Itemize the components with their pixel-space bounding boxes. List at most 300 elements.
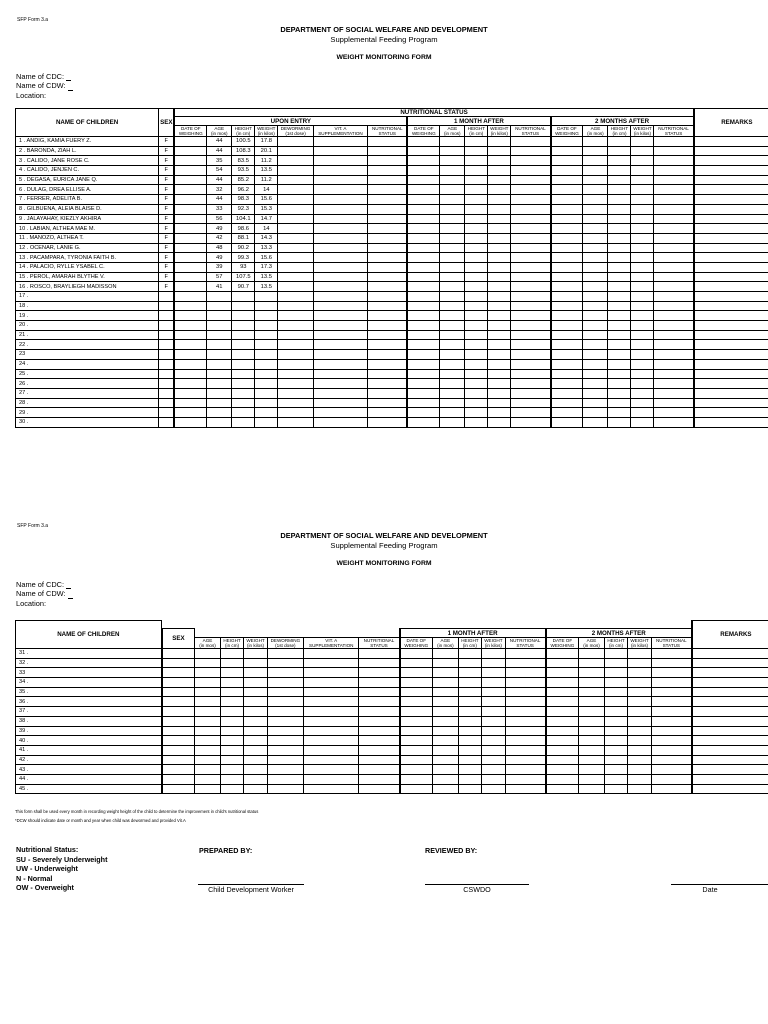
height-cell[interactable]	[608, 146, 631, 156]
age-cell[interactable]	[440, 350, 465, 360]
age-cell[interactable]	[440, 311, 465, 321]
weight-cell[interactable]: 15.6	[255, 195, 278, 205]
weight-cell[interactable]	[482, 774, 505, 784]
age-cell[interactable]	[440, 282, 465, 292]
date-of-weighing-cell[interactable]	[407, 214, 439, 224]
sex-cell[interactable]	[162, 755, 195, 765]
height-cell[interactable]	[465, 243, 488, 253]
date-of-weighing-cell[interactable]	[174, 214, 206, 224]
weight-cell[interactable]	[488, 321, 511, 331]
cdw-field[interactable]	[68, 592, 73, 599]
date-of-weighing-cell[interactable]	[551, 350, 583, 360]
nutritional-status-cell[interactable]	[511, 166, 551, 176]
nutritional-status-cell[interactable]	[368, 301, 408, 311]
nutritional-status-cell[interactable]	[511, 195, 551, 205]
child-name-cell[interactable]	[16, 388, 159, 398]
weight-cell[interactable]	[488, 301, 511, 311]
nutritional-status-cell[interactable]	[505, 649, 546, 659]
height-cell[interactable]	[220, 755, 243, 765]
height-cell[interactable]	[604, 745, 627, 755]
age-cell[interactable]	[207, 301, 232, 311]
height-cell[interactable]	[232, 340, 255, 350]
nutritional-status-cell[interactable]	[505, 697, 546, 707]
date-of-weighing-cell[interactable]	[174, 262, 206, 272]
nutritional-status-cell[interactable]	[368, 214, 408, 224]
height-cell[interactable]	[604, 736, 627, 746]
age-cell[interactable]: 57	[207, 272, 232, 282]
age-cell[interactable]	[433, 658, 459, 668]
height-cell[interactable]	[232, 350, 255, 360]
age-cell[interactable]	[583, 340, 608, 350]
height-cell[interactable]	[458, 697, 481, 707]
deworming-cell[interactable]	[267, 784, 303, 794]
age-cell[interactable]	[195, 658, 221, 668]
weight-cell[interactable]	[244, 668, 267, 678]
weight-cell[interactable]	[488, 379, 511, 389]
height-cell[interactable]	[220, 716, 243, 726]
weight-cell[interactable]	[488, 311, 511, 321]
vit-a-cell[interactable]	[304, 649, 359, 659]
nutritional-status-cell[interactable]	[651, 736, 692, 746]
child-name-cell[interactable]	[16, 185, 159, 195]
weight-cell[interactable]	[631, 321, 654, 331]
weight-cell[interactable]	[482, 697, 505, 707]
weight-cell[interactable]	[628, 687, 651, 697]
age-cell[interactable]	[583, 379, 608, 389]
nutritional-status-cell[interactable]	[359, 755, 400, 765]
date-of-weighing-cell[interactable]	[546, 697, 579, 707]
height-cell[interactable]	[604, 726, 627, 736]
sex-cell[interactable]: F	[159, 272, 175, 282]
age-cell[interactable]	[583, 253, 608, 263]
vit-a-cell[interactable]	[313, 195, 367, 205]
date-of-weighing-cell[interactable]	[400, 649, 433, 659]
remarks-cell[interactable]	[694, 388, 768, 398]
age-cell[interactable]	[433, 697, 459, 707]
age-cell[interactable]	[579, 716, 605, 726]
nutritional-status-cell[interactable]	[368, 359, 408, 369]
date-of-weighing-cell[interactable]	[400, 736, 433, 746]
date-of-weighing-cell[interactable]	[551, 137, 583, 147]
age-cell[interactable]	[195, 745, 221, 755]
height-cell[interactable]: 93	[232, 262, 255, 272]
nutritional-status-cell[interactable]	[651, 687, 692, 697]
nutritional-status-cell[interactable]	[654, 146, 694, 156]
nutritional-status-cell[interactable]	[505, 678, 546, 688]
age-cell[interactable]	[433, 687, 459, 697]
vit-a-cell[interactable]	[313, 175, 367, 185]
weight-cell[interactable]	[488, 146, 511, 156]
height-cell[interactable]	[604, 707, 627, 717]
weight-cell[interactable]	[631, 224, 654, 234]
height-cell[interactable]	[604, 649, 627, 659]
height-cell[interactable]	[458, 784, 481, 794]
date-of-weighing-cell[interactable]	[551, 369, 583, 379]
height-cell[interactable]: 100.5	[232, 137, 255, 147]
remarks-cell[interactable]	[694, 262, 768, 272]
deworming-cell[interactable]	[278, 340, 314, 350]
weight-cell[interactable]	[244, 774, 267, 784]
remarks-cell[interactable]	[694, 195, 768, 205]
child-name-cell[interactable]	[16, 272, 159, 282]
age-cell[interactable]	[195, 649, 221, 659]
nutritional-status-cell[interactable]	[654, 204, 694, 214]
height-cell[interactable]	[465, 330, 488, 340]
vit-a-cell[interactable]	[313, 272, 367, 282]
remarks-cell[interactable]	[694, 243, 768, 253]
height-cell[interactable]	[458, 736, 481, 746]
height-cell[interactable]	[220, 668, 243, 678]
date-of-weighing-cell[interactable]	[546, 745, 579, 755]
height-cell[interactable]	[232, 398, 255, 408]
date-of-weighing-cell[interactable]	[407, 253, 439, 263]
height-cell[interactable]	[465, 379, 488, 389]
weight-cell[interactable]	[488, 359, 511, 369]
weight-cell[interactable]	[488, 166, 511, 176]
deworming-cell[interactable]	[267, 649, 303, 659]
child-name-cell[interactable]	[16, 678, 162, 688]
date-of-weighing-cell[interactable]	[400, 687, 433, 697]
age-cell[interactable]	[440, 379, 465, 389]
sex-cell[interactable]	[159, 340, 175, 350]
deworming-cell[interactable]	[278, 253, 314, 263]
weight-cell[interactable]	[631, 301, 654, 311]
child-name-cell[interactable]	[16, 292, 159, 302]
weight-cell[interactable]	[482, 765, 505, 775]
date-of-weighing-cell[interactable]	[407, 292, 439, 302]
date-of-weighing-cell[interactable]	[407, 379, 439, 389]
age-cell[interactable]	[583, 388, 608, 398]
age-cell[interactable]	[583, 175, 608, 185]
nutritional-status-cell[interactable]	[359, 745, 400, 755]
vit-a-cell[interactable]	[313, 185, 367, 195]
date-of-weighing-cell[interactable]	[174, 253, 206, 263]
age-cell[interactable]	[433, 765, 459, 775]
weight-cell[interactable]	[255, 388, 278, 398]
sex-cell[interactable]	[162, 765, 195, 775]
date-of-weighing-cell[interactable]	[551, 282, 583, 292]
height-cell[interactable]	[232, 369, 255, 379]
cdc-field[interactable]	[66, 74, 71, 81]
height-cell[interactable]: 99.3	[232, 253, 255, 263]
date-of-weighing-cell[interactable]	[551, 243, 583, 253]
nutritional-status-cell[interactable]	[511, 359, 551, 369]
date-of-weighing-cell[interactable]	[174, 340, 206, 350]
age-cell[interactable]	[433, 668, 459, 678]
age-cell[interactable]	[433, 784, 459, 794]
age-cell[interactable]	[440, 369, 465, 379]
weight-cell[interactable]	[631, 330, 654, 340]
date-of-weighing-cell[interactable]	[400, 755, 433, 765]
child-name-cell[interactable]	[16, 668, 162, 678]
date-of-weighing-cell[interactable]	[407, 282, 439, 292]
deworming-cell[interactable]	[278, 185, 314, 195]
date-of-weighing-cell[interactable]	[407, 359, 439, 369]
age-cell[interactable]	[583, 301, 608, 311]
height-cell[interactable]	[604, 765, 627, 775]
remarks-cell[interactable]	[694, 311, 768, 321]
weight-cell[interactable]	[244, 716, 267, 726]
nutritional-status-cell[interactable]	[359, 687, 400, 697]
weight-cell[interactable]	[631, 166, 654, 176]
age-cell[interactable]	[579, 726, 605, 736]
weight-cell[interactable]	[488, 369, 511, 379]
weight-cell[interactable]	[628, 658, 651, 668]
nutritional-status-cell[interactable]	[654, 379, 694, 389]
sex-cell[interactable]	[162, 668, 195, 678]
nutritional-status-cell[interactable]	[511, 282, 551, 292]
date-of-weighing-cell[interactable]	[551, 301, 583, 311]
height-cell[interactable]	[465, 204, 488, 214]
nutritional-status-cell[interactable]	[654, 359, 694, 369]
remarks-cell[interactable]	[694, 282, 768, 292]
age-cell[interactable]	[195, 774, 221, 784]
height-cell[interactable]	[465, 301, 488, 311]
date-of-weighing-cell[interactable]	[174, 369, 206, 379]
height-cell[interactable]	[458, 649, 481, 659]
date-of-weighing-cell[interactable]	[400, 658, 433, 668]
age-cell[interactable]	[440, 272, 465, 282]
height-cell[interactable]	[604, 716, 627, 726]
nutritional-status-cell[interactable]	[368, 417, 408, 427]
nutritional-status-cell[interactable]	[651, 649, 692, 659]
date-of-weighing-cell[interactable]	[174, 359, 206, 369]
weight-cell[interactable]	[488, 408, 511, 418]
vit-a-cell[interactable]	[304, 774, 359, 784]
height-cell[interactable]	[465, 146, 488, 156]
nutritional-status-cell[interactable]	[654, 369, 694, 379]
deworming-cell[interactable]	[278, 398, 314, 408]
weight-cell[interactable]	[244, 697, 267, 707]
vit-a-cell[interactable]	[313, 156, 367, 166]
remarks-cell[interactable]	[694, 292, 768, 302]
nutritional-status-cell[interactable]	[505, 658, 546, 668]
date-of-weighing-cell[interactable]	[174, 388, 206, 398]
weight-cell[interactable]	[244, 745, 267, 755]
nutritional-status-cell[interactable]	[505, 687, 546, 697]
nutritional-status-cell[interactable]	[511, 243, 551, 253]
age-cell[interactable]	[579, 745, 605, 755]
age-cell[interactable]	[583, 137, 608, 147]
date-of-weighing-cell[interactable]	[407, 243, 439, 253]
deworming-cell[interactable]	[278, 195, 314, 205]
weight-cell[interactable]	[255, 398, 278, 408]
date-of-weighing-cell[interactable]	[551, 175, 583, 185]
date-of-weighing-cell[interactable]	[551, 253, 583, 263]
nutritional-status-cell[interactable]	[511, 321, 551, 331]
nutritional-status-cell[interactable]	[654, 282, 694, 292]
date-of-weighing-cell[interactable]	[407, 398, 439, 408]
age-cell[interactable]	[583, 359, 608, 369]
deworming-cell[interactable]	[267, 678, 303, 688]
date-of-weighing-cell[interactable]	[551, 224, 583, 234]
weight-cell[interactable]	[631, 262, 654, 272]
deworming-cell[interactable]	[267, 774, 303, 784]
nutritional-status-cell[interactable]	[368, 340, 408, 350]
age-cell[interactable]	[579, 697, 605, 707]
height-cell[interactable]: 90.7	[232, 282, 255, 292]
date-of-weighing-cell[interactable]	[174, 301, 206, 311]
vit-a-cell[interactable]	[304, 755, 359, 765]
sex-cell[interactable]	[159, 301, 175, 311]
height-cell[interactable]: 88.1	[232, 233, 255, 243]
age-cell[interactable]	[440, 204, 465, 214]
date-of-weighing-cell[interactable]	[546, 649, 579, 659]
age-cell[interactable]	[440, 330, 465, 340]
sex-cell[interactable]	[159, 350, 175, 360]
nutritional-status-cell[interactable]	[511, 369, 551, 379]
vit-a-cell[interactable]	[304, 678, 359, 688]
deworming-cell[interactable]	[278, 350, 314, 360]
age-cell[interactable]	[433, 707, 459, 717]
date-of-weighing-cell[interactable]	[551, 321, 583, 331]
age-cell[interactable]: 44	[207, 195, 232, 205]
nutritional-status-cell[interactable]	[359, 697, 400, 707]
date-of-weighing-cell[interactable]	[174, 146, 206, 156]
nutritional-status-cell[interactable]	[654, 321, 694, 331]
nutritional-status-cell[interactable]	[654, 243, 694, 253]
remarks-cell[interactable]	[694, 156, 768, 166]
sex-cell[interactable]	[159, 359, 175, 369]
age-cell[interactable]	[440, 214, 465, 224]
height-cell[interactable]	[608, 166, 631, 176]
weight-cell[interactable]	[482, 678, 505, 688]
child-name-cell[interactable]	[16, 359, 159, 369]
height-cell[interactable]	[604, 668, 627, 678]
age-cell[interactable]: 35	[207, 156, 232, 166]
sex-cell[interactable]	[159, 311, 175, 321]
sex-cell[interactable]: F	[159, 185, 175, 195]
height-cell[interactable]	[465, 292, 488, 302]
nutritional-status-cell[interactable]	[654, 350, 694, 360]
age-cell[interactable]	[583, 282, 608, 292]
remarks-cell[interactable]	[694, 253, 768, 263]
height-cell[interactable]: 83.5	[232, 156, 255, 166]
child-name-cell[interactable]	[16, 156, 159, 166]
weight-cell[interactable]	[631, 311, 654, 321]
date-of-weighing-cell[interactable]	[407, 156, 439, 166]
height-cell[interactable]	[608, 224, 631, 234]
height-cell[interactable]	[458, 687, 481, 697]
age-cell[interactable]	[583, 204, 608, 214]
vit-a-cell[interactable]	[304, 765, 359, 775]
child-name-cell[interactable]	[16, 262, 159, 272]
age-cell[interactable]	[583, 321, 608, 331]
nutritional-status-cell[interactable]	[511, 272, 551, 282]
date-of-weighing-cell[interactable]	[174, 330, 206, 340]
age-cell[interactable]	[440, 340, 465, 350]
child-name-cell[interactable]	[16, 137, 159, 147]
nutritional-status-cell[interactable]	[511, 253, 551, 263]
nutritional-status-cell[interactable]	[654, 195, 694, 205]
weight-cell[interactable]: 14.7	[255, 214, 278, 224]
remarks-cell[interactable]	[694, 204, 768, 214]
nutritional-status-cell[interactable]	[368, 166, 408, 176]
height-cell[interactable]	[458, 745, 481, 755]
nutritional-status-cell[interactable]	[511, 292, 551, 302]
nutritional-status-cell[interactable]	[654, 262, 694, 272]
child-name-cell[interactable]	[16, 649, 162, 659]
nutritional-status-cell[interactable]	[511, 417, 551, 427]
date-of-weighing-cell[interactable]	[174, 195, 206, 205]
nutritional-status-cell[interactable]	[654, 301, 694, 311]
age-cell[interactable]	[207, 417, 232, 427]
date-of-weighing-cell[interactable]	[407, 175, 439, 185]
age-cell[interactable]	[207, 369, 232, 379]
age-cell[interactable]	[583, 262, 608, 272]
deworming-cell[interactable]	[278, 369, 314, 379]
height-cell[interactable]	[604, 658, 627, 668]
vit-a-cell[interactable]	[304, 784, 359, 794]
date-of-weighing-cell[interactable]	[551, 204, 583, 214]
date-of-weighing-cell[interactable]	[551, 156, 583, 166]
weight-cell[interactable]	[488, 417, 511, 427]
height-cell[interactable]	[465, 175, 488, 185]
height-cell[interactable]	[608, 379, 631, 389]
date-of-weighing-cell[interactable]	[551, 214, 583, 224]
weight-cell[interactable]	[482, 707, 505, 717]
height-cell[interactable]	[232, 321, 255, 331]
child-name-cell[interactable]	[16, 658, 162, 668]
child-name-cell[interactable]	[16, 253, 159, 263]
height-cell[interactable]	[608, 156, 631, 166]
deworming-cell[interactable]	[267, 745, 303, 755]
weight-cell[interactable]	[631, 204, 654, 214]
height-cell[interactable]: 96.2	[232, 185, 255, 195]
weight-cell[interactable]	[488, 292, 511, 302]
height-cell[interactable]	[220, 726, 243, 736]
sex-cell[interactable]	[162, 745, 195, 755]
height-cell[interactable]	[220, 774, 243, 784]
remarks-cell[interactable]	[694, 301, 768, 311]
deworming-cell[interactable]	[278, 330, 314, 340]
nutritional-status-cell[interactable]	[511, 175, 551, 185]
weight-cell[interactable]	[631, 359, 654, 369]
weight-cell[interactable]	[631, 272, 654, 282]
vit-a-cell[interactable]	[304, 687, 359, 697]
child-name-cell[interactable]	[16, 726, 162, 736]
weight-cell[interactable]	[631, 137, 654, 147]
weight-cell[interactable]	[631, 350, 654, 360]
child-name-cell[interactable]	[16, 745, 162, 755]
date-of-weighing-cell[interactable]	[546, 774, 579, 784]
height-cell[interactable]	[220, 658, 243, 668]
height-cell[interactable]	[608, 398, 631, 408]
child-name-cell[interactable]	[16, 398, 159, 408]
date-of-weighing-cell[interactable]	[174, 233, 206, 243]
height-cell[interactable]	[232, 301, 255, 311]
remarks-cell[interactable]	[694, 330, 768, 340]
weight-cell[interactable]	[631, 156, 654, 166]
nutritional-status-cell[interactable]	[654, 233, 694, 243]
height-cell[interactable]	[232, 388, 255, 398]
date-of-weighing-cell[interactable]	[174, 204, 206, 214]
vit-a-cell[interactable]	[313, 417, 367, 427]
height-cell[interactable]	[604, 784, 627, 794]
vit-a-cell[interactable]	[313, 292, 367, 302]
date-of-weighing-cell[interactable]	[400, 668, 433, 678]
age-cell[interactable]	[195, 707, 221, 717]
age-cell[interactable]	[440, 156, 465, 166]
weight-cell[interactable]	[631, 379, 654, 389]
weight-cell[interactable]: 13.5	[255, 282, 278, 292]
age-cell[interactable]	[579, 668, 605, 678]
child-name-cell[interactable]	[16, 233, 159, 243]
deworming-cell[interactable]	[267, 726, 303, 736]
remarks-cell[interactable]	[692, 736, 768, 746]
age-cell[interactable]	[579, 649, 605, 659]
nutritional-status-cell[interactable]	[654, 185, 694, 195]
